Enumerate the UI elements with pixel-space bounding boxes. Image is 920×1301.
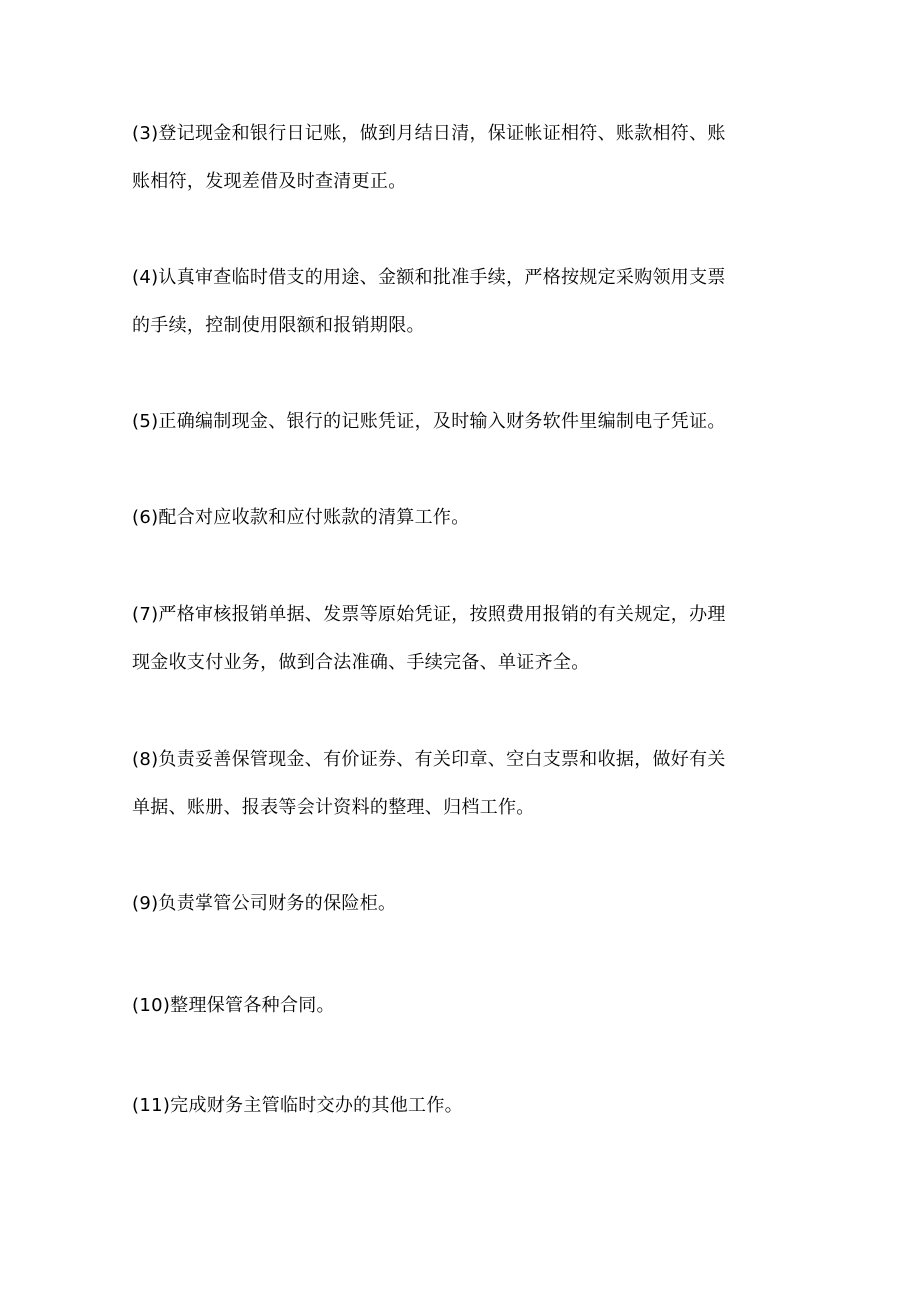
duty-item-9	[132, 880, 792, 928]
duty-item-9-line-1: (9)负责掌管公司财务的保险柜。	[132, 893, 397, 914]
duty-item-3-line-2: 账相符，发现差借及时查清更正。	[132, 171, 407, 192]
duty-item-11	[132, 1082, 792, 1130]
duty-item-4-line-1: (4)认真审查临时借支的用途、金额和批准手续，严格按规定采购领用支票	[132, 267, 726, 288]
duty-item-11-line-1: (11)完成财务主管临时交办的其他工作。	[132, 1095, 463, 1116]
duty-item-4-line-2: 的手续，控制使用限额和报销期限。	[132, 315, 425, 336]
duty-item-7-line-1: (7)严格审核报销单据、发票等原始凭证，按照费用报销的有关规定，办理	[132, 604, 726, 625]
duty-item-10	[132, 982, 792, 1030]
duty-item-8	[132, 736, 792, 832]
duty-item-10-line-1: (10)整理保管各种合同。	[132, 995, 335, 1016]
duty-item-5	[132, 398, 792, 446]
duty-item-7-line-2: 现金收支付业务，做到合法准确、手续完备、单证齐全。	[132, 652, 590, 673]
duty-item-5-line-1: (5)正确编制现金、银行的记账凭证，及时输入财务软件里编制电子凭证。	[132, 411, 726, 432]
duty-item-8-line-1: (8)负责妥善保管现金、有价证券、有关印章、空白支票和收据，做好有关	[132, 749, 726, 770]
duty-item-6-line-1: (6)配合对应收款和应付账款的清算工作。	[132, 507, 470, 528]
duty-item-3	[132, 110, 792, 206]
duty-item-4	[132, 254, 792, 350]
duty-item-6	[132, 494, 792, 542]
duty-item-8-line-2: 单据、账册、报表等会计资料的整理、归档工作。	[132, 797, 535, 818]
duty-item-3-line-1: (3)登记现金和银行日记账，做到月结日清，保证帐证相符、账款相符、账	[132, 123, 726, 144]
duty-item-7	[132, 591, 792, 687]
